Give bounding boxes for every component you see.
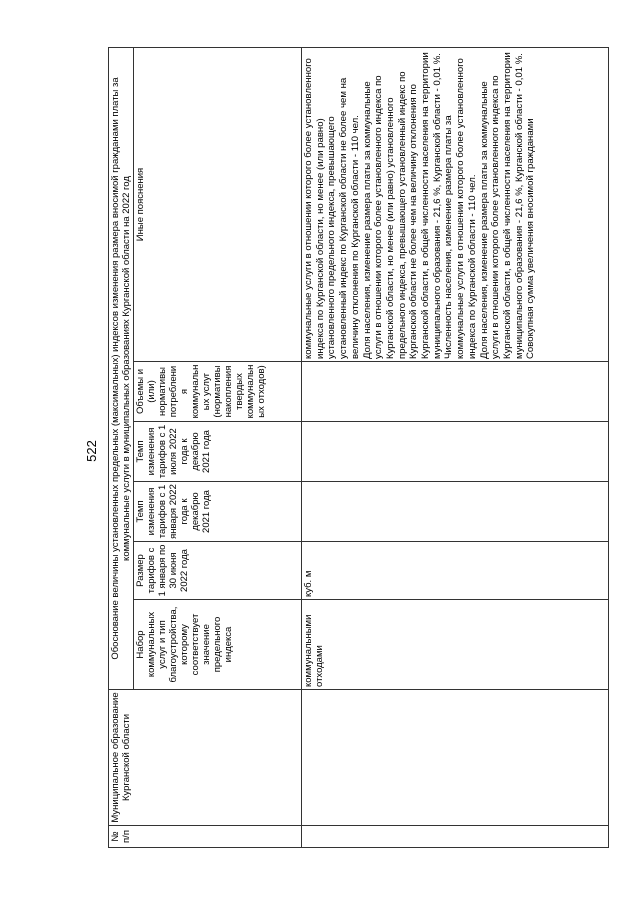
header-num: № п/п <box>109 826 302 848</box>
cell-service-set: коммунальными отходами <box>302 600 609 690</box>
cell-num <box>302 826 609 848</box>
header-group-title: Обоснование величины установленных предельных (максимальных) индексов изменения размера вносимой гражданами платы за коммунальные услуги в муниципальных образованиях Курганской области на 2022 год <box>109 48 134 690</box>
header-notes: Иные пояснения <box>134 48 302 362</box>
table-row <box>302 48 609 848</box>
header-tariff-rate-jul: Темп изменения тарифов с 1 июля 2022 года к декабрю 2021 года <box>134 422 302 482</box>
header-tariff-size: Размер тарифов с 1 января по 30 июня 2022 года <box>134 542 302 600</box>
justification-table <box>108 47 609 848</box>
cell-municipality <box>302 690 609 826</box>
header-municipality: Муниципальное образование Курганской области <box>109 690 302 826</box>
cell-volumes <box>302 362 609 422</box>
cell-tariff-rate-jul <box>302 422 609 482</box>
document-table-rotated <box>108 48 609 848</box>
page-number: 522 <box>84 440 99 462</box>
cell-tariff-rate-jan <box>302 482 609 542</box>
header-service-set: Набор коммунальных услуг и тип благоустройства, которому соответствует значение предельного индекса <box>134 600 302 690</box>
header-tariff-rate-jan: Темп изменения тарифов с 1 января 2022 года к декабрю 2021 года <box>134 482 302 542</box>
header-volumes: Объемы и (или) нормативы потребления коммунальных услуг (нормативы накопления твердых коммунальных отходов) <box>134 362 302 422</box>
cell-notes: коммунальные услуги в отношении которого более установленного индекса по Курганской области, но менее (или равно) установленного предельного индекса, превышающего установленный индекс по Курганской области не более чем на величину отклонения по Курганской области - 110 чел. Доля населения, изменение размера платы за коммунальные услуги в отношении которого более установленного индекса по Курганской области, но менее (или равно) установленного предельного индекса, превышающего установленный индекс по Курганской области не более чем на величину отклонения по Курганской области, в общей численности населения на территории муниципального образования - 21,6 %, Курганской области - 0,01 %. Численность населения, изменение размера платы за коммунальные услуги в отношении которого более установленного индекса по Курганской области - 110 чел. Доля населения, изменение размера платы за коммунальные услуги в отношении которого более установленного индекса по Курганской области, в общей численности населения на территории муниципального образования - 21,6 %, Курганской области - 0,01 %. Совокупная сумма увеличения вносимой гражданами <box>302 48 609 362</box>
cell-tariff-size: куб. м <box>302 542 609 600</box>
